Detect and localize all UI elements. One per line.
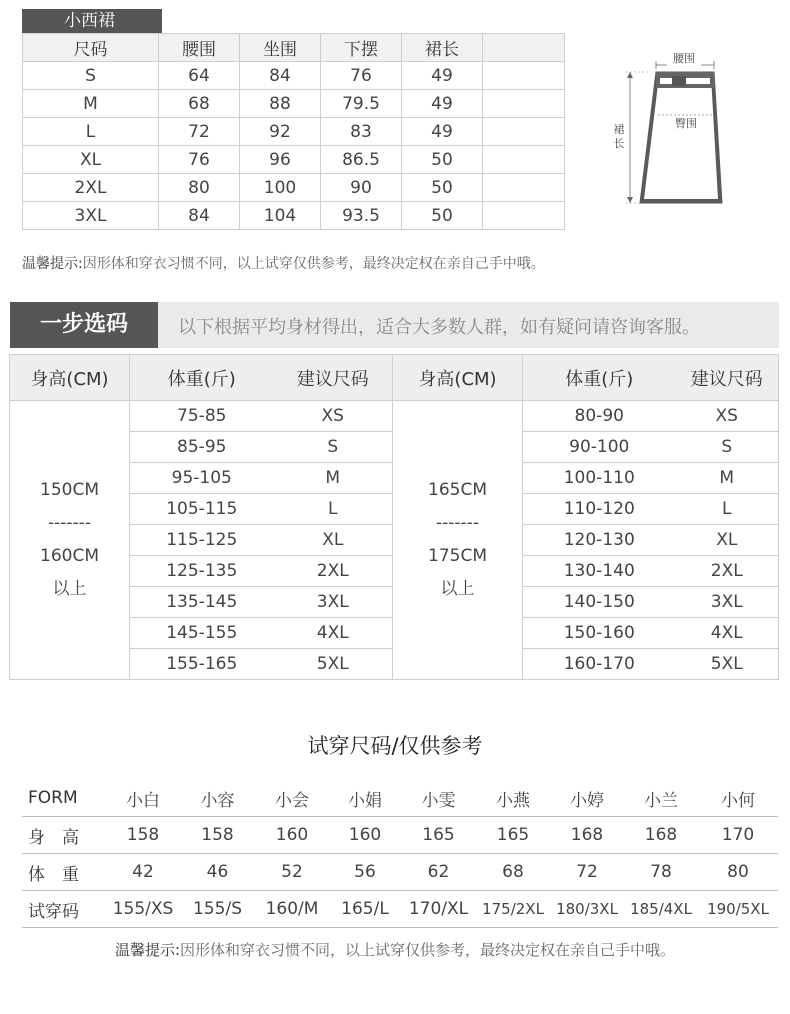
weight-cell: 90-100 — [523, 432, 676, 463]
size-cell: XS — [274, 401, 393, 432]
table-row — [23, 174, 565, 202]
table-cell: 小容 — [180, 780, 255, 817]
header-cell: 体重(斤) — [523, 355, 676, 401]
table-cell: 165 — [476, 817, 550, 854]
table-cell: 78 — [624, 854, 698, 891]
weight-cell: 135-145 — [130, 587, 274, 618]
size-cell: 3XL — [274, 587, 393, 618]
size-cell: S — [676, 432, 779, 463]
table-cell: 2XL — [23, 174, 159, 202]
table-cell: 49 — [402, 118, 483, 146]
table-row — [23, 118, 565, 146]
height-line: 以上 — [440, 579, 475, 599]
row-label: FORM — [22, 780, 106, 817]
table-cell: 84 — [240, 62, 321, 90]
table-cell: 160 — [255, 817, 329, 854]
weight-cell: 75-85 — [130, 401, 274, 432]
table-cell — [483, 202, 565, 230]
table-cell: 小兰 — [624, 780, 698, 817]
table-cell: 190/5XL — [698, 891, 778, 928]
arrow-up-icon — [627, 72, 633, 78]
table-cell: 50 — [402, 202, 483, 230]
table-cell: M — [23, 90, 159, 118]
height-line: ------- — [48, 513, 91, 533]
table-row — [22, 854, 778, 891]
weight-cell: 140-150 — [523, 587, 676, 618]
try-on-table — [22, 780, 778, 928]
table-cell: 76 — [321, 62, 402, 90]
weight-cell: 95-105 — [130, 463, 274, 494]
size-cell: 2XL — [676, 556, 779, 587]
table-cell: 86.5 — [321, 146, 402, 174]
size-chart-header-row — [23, 34, 565, 62]
header-cell: 裙长 — [402, 34, 483, 62]
table-cell: 72 — [550, 854, 624, 891]
table-cell: 小白 — [106, 780, 180, 817]
table-cell: 72 — [159, 118, 240, 146]
table-cell: 68 — [159, 90, 240, 118]
table-cell: 158 — [180, 817, 255, 854]
height-line: 175CM — [428, 546, 487, 566]
table-cell: 68 — [476, 854, 550, 891]
table-cell — [483, 118, 565, 146]
table-cell: 180/3XL — [550, 891, 624, 928]
table-cell: 175/2XL — [476, 891, 550, 928]
tip-label: 温馨提示: — [22, 256, 83, 272]
table-cell: 170/XL — [401, 891, 476, 928]
header-cell: 建议尺码 — [676, 355, 779, 401]
header-cell: 尺码 — [23, 34, 159, 62]
size-cell: 4XL — [676, 618, 779, 649]
table-cell: 185/4XL — [624, 891, 698, 928]
size-chart-tip — [22, 253, 545, 273]
table-cell: 小娟 — [329, 780, 401, 817]
length-label-char: 长 — [613, 137, 625, 150]
size-chart-table — [22, 33, 565, 230]
table-cell: 3XL — [23, 202, 159, 230]
size-cell: L — [676, 494, 779, 525]
size-cell: XL — [676, 525, 779, 556]
try-on-title: 试穿尺码/仅供参考 — [307, 734, 483, 758]
weight-cell: 130-140 — [523, 556, 676, 587]
weight-cell: 105-115 — [130, 494, 274, 525]
quick-size-header-row — [10, 355, 779, 401]
table-cell: 62 — [401, 854, 476, 891]
table-cell: 160 — [329, 817, 401, 854]
table-cell: 158 — [106, 817, 180, 854]
header-cell: 腰围 — [159, 34, 240, 62]
table-cell: 小雯 — [401, 780, 476, 817]
size-chart-tag: 小西裙 — [22, 9, 162, 33]
tip-text: 因形体和穿衣习惯不同，以上试穿仅供参考，最终决定权在亲自己手中哦。 — [82, 256, 545, 272]
table-cell: 80 — [698, 854, 778, 891]
table-cell: 83 — [321, 118, 402, 146]
size-cell: L — [274, 494, 393, 525]
size-cell: 2XL — [274, 556, 393, 587]
table-cell: 168 — [550, 817, 624, 854]
table-cell: 79.5 — [321, 90, 402, 118]
table-cell: 165/L — [329, 891, 401, 928]
size-cell: M — [274, 463, 393, 494]
table-row — [23, 146, 565, 174]
table-cell: 56 — [329, 854, 401, 891]
size-cell: S — [274, 432, 393, 463]
header-cell: 体重(斤) — [130, 355, 274, 401]
table-cell: 小何 — [698, 780, 778, 817]
table-cell: 90 — [321, 174, 402, 202]
height-line: ------- — [436, 513, 479, 533]
table-row — [22, 780, 778, 817]
table-cell — [483, 174, 565, 202]
table-row — [23, 62, 565, 90]
header-cell: 下摆 — [321, 34, 402, 62]
height-line: 165CM — [428, 480, 487, 500]
header-cell: 身高(CM) — [393, 355, 523, 401]
table-cell — [483, 62, 565, 90]
table-row — [10, 401, 779, 432]
table-cell: 42 — [106, 854, 180, 891]
table-cell: 160/M — [255, 891, 329, 928]
table-cell: 52 — [255, 854, 329, 891]
weight-cell: 145-155 — [130, 618, 274, 649]
size-cell: 5XL — [274, 649, 393, 680]
header-cell: 坐围 — [240, 34, 321, 62]
table-cell: L — [23, 118, 159, 146]
length-label-char: 裙 — [613, 123, 625, 136]
table-cell: 小婷 — [550, 780, 624, 817]
table-cell: S — [23, 62, 159, 90]
table-cell: XL — [23, 146, 159, 174]
row-label: 身 高 — [22, 817, 106, 854]
quick-size-description: 以下根据平均身材得出，适合大多数人群，如有疑问请咨询客服。 — [178, 317, 700, 338]
table-cell: 168 — [624, 817, 698, 854]
size-cell: M — [676, 463, 779, 494]
waist-label: 腰围 — [673, 52, 695, 65]
tip-label: 温馨提示: — [114, 941, 181, 959]
row-label: 体 重 — [22, 854, 106, 891]
table-cell: 93.5 — [321, 202, 402, 230]
quick-size-table — [9, 354, 779, 680]
weight-cell: 80-90 — [523, 401, 676, 432]
table-row — [23, 90, 565, 118]
table-cell: 84 — [159, 202, 240, 230]
table-cell: 76 — [159, 146, 240, 174]
skirt-diagram — [600, 45, 735, 215]
quick-size-banner — [10, 302, 779, 348]
table-cell: 170 — [698, 817, 778, 854]
weight-cell: 110-120 — [523, 494, 676, 525]
table-cell: 155/S — [180, 891, 255, 928]
size-cell: 3XL — [676, 587, 779, 618]
table-cell: 49 — [402, 62, 483, 90]
weight-cell: 120-130 — [523, 525, 676, 556]
height-line: 160CM — [40, 546, 99, 566]
table-cell: 小燕 — [476, 780, 550, 817]
height-line: 以上 — [52, 579, 87, 599]
table-row — [23, 202, 565, 230]
size-cell: 4XL — [274, 618, 393, 649]
weight-cell: 115-125 — [130, 525, 274, 556]
table-cell: 165 — [401, 817, 476, 854]
table-cell: 50 — [402, 174, 483, 202]
size-cell: XS — [676, 401, 779, 432]
size-cell: 5XL — [676, 649, 779, 680]
weight-cell: 160-170 — [523, 649, 676, 680]
height-range-left — [10, 401, 130, 680]
try-on-tip — [0, 939, 790, 960]
weight-cell: 100-110 — [523, 463, 676, 494]
header-cell: 建议尺码 — [274, 355, 393, 401]
size-cell: XL — [274, 525, 393, 556]
tip-text: 因形体和穿衣习惯不同，以上试穿仅供参考，最终决定权在亲自己手中哦。 — [180, 941, 676, 959]
weight-cell: 150-160 — [523, 618, 676, 649]
quick-size-label: 一步选码 — [10, 302, 158, 348]
table-cell: 49 — [402, 90, 483, 118]
table-cell: 64 — [159, 62, 240, 90]
weight-cell: 85-95 — [130, 432, 274, 463]
table-cell: 50 — [402, 146, 483, 174]
waistband-belt — [672, 76, 686, 86]
hip-label: 臀围 — [675, 117, 697, 130]
table-cell: 100 — [240, 174, 321, 202]
table-cell — [483, 90, 565, 118]
table-cell: 92 — [240, 118, 321, 146]
header-cell — [483, 34, 565, 62]
table-cell: 155/XS — [106, 891, 180, 928]
weight-cell: 155-165 — [130, 649, 274, 680]
table-cell: 88 — [240, 90, 321, 118]
table-cell: 104 — [240, 202, 321, 230]
table-cell: 小会 — [255, 780, 329, 817]
row-label: 试穿码 — [22, 891, 106, 928]
height-range-right — [393, 401, 523, 680]
header-cell: 身高(CM) — [10, 355, 130, 401]
table-cell: 80 — [159, 174, 240, 202]
table-cell: 96 — [240, 146, 321, 174]
table-cell: 46 — [180, 854, 255, 891]
table-row — [22, 817, 778, 854]
table-row — [22, 891, 778, 928]
arrow-down-icon — [627, 197, 633, 203]
table-cell — [483, 146, 565, 174]
weight-cell: 125-135 — [130, 556, 274, 587]
height-line: 150CM — [40, 480, 99, 500]
